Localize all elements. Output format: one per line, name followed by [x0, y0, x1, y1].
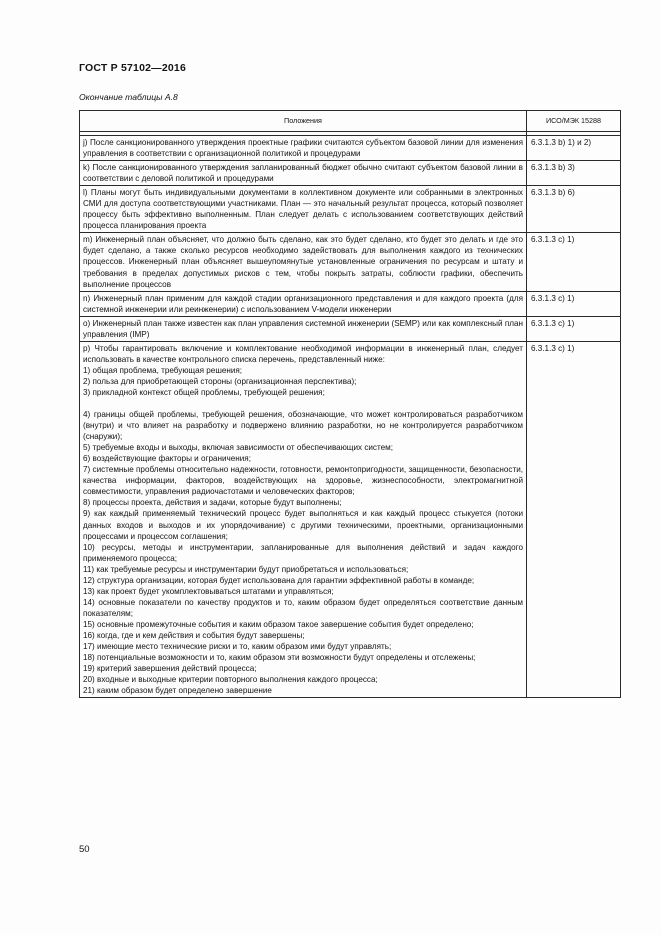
checklist-item: 14) основные показатели по качеству продуктов и то, каким образом будет определяться соответствие данным показателям;: [83, 597, 523, 618]
checklist-cell: [80, 341, 527, 697]
checklist-item: 15) основные промежуточные события и каким образом такое завершение события будет определено;: [83, 619, 474, 629]
checklist-gap: [83, 398, 523, 409]
checklist-item: 17) имеющие место технические риски и то, каким образом ими будут управлять;: [83, 642, 392, 652]
table-row: [80, 233, 621, 291]
row-text: l) Планы могут быть индивидуальными документами в коллективном документе или собранными в электронных СМИ для доступа соответствующими участниками. План — это начальный результат процесса, который позволяет процессу быть эффективно выполненным. План следует делать с использованием соответствующих действий процесса планирования проекта: [80, 186, 527, 233]
checklist-item: 19) критерий завершения действий процесса;: [83, 664, 257, 674]
checklist-intro: p) Чтобы гарантировать включение и комплектование необходимой информации в инженерный план, следует использовать в качестве контрольного списка перечень, представленный ниже:: [83, 343, 523, 364]
table-row: [80, 161, 621, 186]
row-reference: 6.3.1.3 c) 1): [527, 233, 621, 291]
checklist-item: 10) ресурсы, методы и инструментарии, запланированные для выполнения действий и задач каждого применяемого процесса;: [83, 542, 523, 563]
checklist-item: 1) общая проблема, требующая решения;: [83, 365, 243, 375]
table-caption: Окончание таблицы А.8: [79, 92, 178, 102]
checklist-group-a: [83, 365, 523, 398]
checklist-group-b: [83, 409, 523, 696]
checklist-item: 6) воздействующие факторы и ограничения;: [83, 454, 251, 464]
table-row: [80, 316, 621, 341]
checklist-item: 9) как каждый применяемый технический процесс будет выполняться и как каждый процесс стыкуется (потоки данных входов и выходов и их упорядочивание) с другими техническими, проектными, организационными процессами и процессом соглашения;: [83, 509, 523, 541]
checklist-item: 13) как проект будет укомплектовываться штатами и управляться;: [83, 586, 334, 596]
checklist-item: 7) системные проблемы относительно надежности, готовности, ремонтопригодности, защищенности, безопасности, качества информации, факторов, воздействующих на здоровье, жизнеспособности, электромагнитной совместимости, управления радиочастотами и человеческих факторов;: [83, 465, 523, 497]
row-reference: 6.3.1.3 b) 1) и 2): [527, 136, 621, 161]
checklist-item: 5) требуемые входы и выходы, включая зависимости от обеспечивающих систем;: [83, 443, 393, 453]
requirements-table: [79, 110, 621, 698]
checklist-item: 11) как требуемые ресурсы и инструментарии будут приобретаться и использоваться;: [83, 564, 409, 574]
checklist-item: 3) прикладной контекст общей проблемы, требующей решения;: [83, 387, 325, 397]
row-text: j) После санкционированного утверждения проектные графики считаются субъектом базовой линии для изменения управления в соответствии с организационной политикой и процедурами: [80, 136, 527, 161]
table-row: [80, 136, 621, 161]
row-reference: 6.3.1.3 c) 1): [527, 316, 621, 341]
table-row: [80, 186, 621, 233]
checklist-item: 16) когда, где и кем действия и события будут завершены;: [83, 630, 305, 640]
row-text: o) Инженерный план также известен как план управления системной инженерии (SEMP) или как комплексный план управления (IMP): [80, 316, 527, 341]
column-header-positions: Положения: [80, 111, 527, 132]
table-row: [80, 291, 621, 316]
checklist-item: 18) потенциальные возможности и то, каким образом эти возможности будут определены и отслежены;: [83, 653, 476, 663]
row-text: n) Инженерный план применим для каждой стадии организационного представления и для каждого проекта (для системной инженерии или реинженерии) с использованием V-модели инженерии: [80, 291, 527, 316]
table-header-row: [80, 111, 621, 132]
checklist-item: 12) структура организации, которая будет использована для гарантии эффективной работы в команде;: [83, 575, 475, 585]
document-header: ГОСТ Р 57102—2016: [79, 62, 187, 74]
checklist-item: 2) польза для приобретающей стороны (организационная перспектива);: [83, 376, 357, 386]
table-row-checklist: [80, 341, 621, 697]
row-reference: 6.3.1.3 c) 1): [527, 341, 621, 697]
checklist-item: 21) каким образом будет определено завершение: [83, 686, 272, 696]
row-text: k) После санкционированного утверждения запланированный бюджет обычно считают субъектом базовой линии в соответствии с деловой политикой и процедурами: [80, 161, 527, 186]
row-reference: 6.3.1.3 b) 3): [527, 161, 621, 186]
checklist-item: 20) входные и выходные критерии повторного выполнения каждого процесса;: [83, 675, 378, 685]
row-text: m) Инженерный план объясняет, что должно быть сделано, как это будет сделано, кто будет это делать и где это будет сделано, а также сколько ресурсов необходимо задействовать для выполнения каждого из технических процессов. Инженерный план объясняет вышеупомянутые установленные ограничения по ресурсам и штату и требования в пределах допустимых рисков с тем, чтобы покрыть затраты, соблюсти графики, обеспечить выполнение процессов: [80, 233, 527, 291]
page-number: 50: [79, 844, 90, 855]
row-reference: 6.3.1.3 b) 6): [527, 186, 621, 233]
row-reference: 6.3.1.3 c) 1): [527, 291, 621, 316]
checklist-item: 4) границы общей проблемы, требующей решения, обозначающие, что может контролироваться разработчиком (внутри) и что влияет на разработку и подвержено влиянию разработки, но не контролируется разработчиком (снаружи);: [83, 410, 523, 442]
checklist-item: 8) процессы проекта, действия и задачи, которые будут выполнены;: [83, 498, 342, 508]
column-header-reference: ИСО/МЭК 15288: [527, 111, 621, 132]
